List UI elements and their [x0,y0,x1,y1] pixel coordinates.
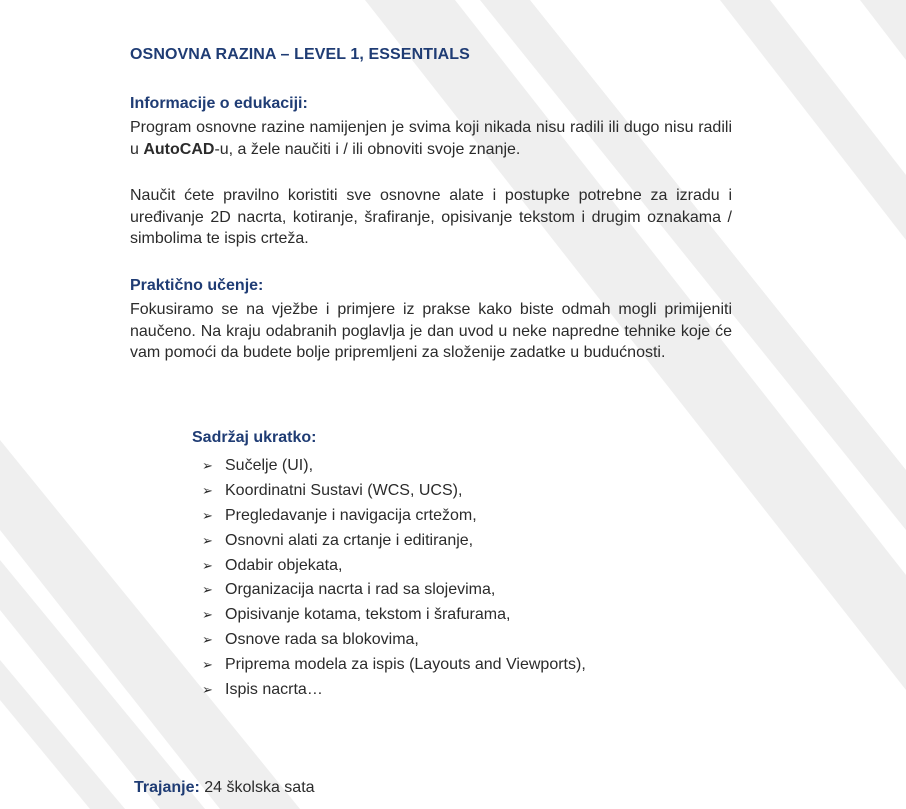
list-item-label: Organizacija nacrta i rad sa slojevima, [225,581,496,599]
list-item [202,578,586,603]
arrow-bullet-icon: ➢ [202,532,213,548]
info-paragraph-1-start: Program osnovne razine namijenjen je svima koji nikada nisu radili ili dugo nisu radili u [130,119,732,158]
arrow-bullet-icon: ➢ [202,632,213,648]
list-item-label: Odabir objekata, [225,556,343,574]
list-item [202,678,586,703]
list-item [202,454,586,479]
list-item-label: Koordinatni Sustavi (WCS, UCS), [225,481,463,499]
info-paragraph-2: Naučit ćete pravilno koristiti sve osnovne alate i postupke potrebne za izradu i uređivanje 2D nacrta, kotiranje, šrafiranje, opisivanje tekstom i drugim oznakama / simbolima te ispis crteža. [130,187,732,247]
list-item [202,603,586,628]
duration-value: 24 školska sata [199,779,315,796]
list-item-label: Sučelje (UI), [225,457,314,474]
duration-label: Trajanje: [134,779,200,796]
list-item-label: Pregledavanje i navigacija crtežom, [225,506,477,524]
info-heading: Informacije o edukaciji: [130,95,308,112]
arrow-bullet-icon: ➢ [202,557,213,573]
arrow-bullet-icon: ➢ [202,582,213,598]
list-item [202,479,586,504]
arrow-bullet-icon: ➢ [202,507,213,523]
arrow-bullet-icon: ➢ [202,607,213,623]
arrow-bullet-icon: ➢ [202,682,213,698]
list-item-label: Opisivanje kotama, tekstom i šrafurama, [225,606,511,624]
list-item-label: Osnove rada sa blokovima, [225,631,419,649]
list-item-label: Ispis nacrta… [225,681,323,699]
list-item [202,529,586,554]
info-paragraph-1 [130,117,732,160]
practical-heading: Praktično učenje: [130,277,264,294]
document-title: OSNOVNA RAZINA – LEVEL 1, ESSENTIALS [130,46,470,63]
list-item [202,554,586,579]
arrow-bullet-icon: ➢ [202,657,213,673]
summary-heading: Sadržaj ukratko: [192,429,317,446]
list-item-label: Priprema modela za ispis (Layouts and Viewports), [225,656,586,674]
list-item [202,504,586,529]
autocad-term: AutoCAD [143,140,215,158]
list-item [202,653,586,678]
list-item [202,628,586,653]
arrow-bullet-icon: ➢ [202,458,213,473]
summary-list [202,454,586,703]
info-paragraph-1-end: -u, a žele naučiti i / ili obnoviti svoje znanje. [214,140,521,158]
arrow-bullet-icon: ➢ [202,482,213,498]
practical-paragraph: Fokusiramo se na vježbe i primjere iz prakse kako biste odmah mogli primijeniti naučeno. Na kraju odabranih poglavlja je dan uvod u neke napredne tehnike koje će vam pomoći da budete bolje pripremljeni za složenije zadatke u budućnosti. [130,301,732,361]
duration [134,779,315,797]
list-item-label: Osnovni alati za crtanje i editiranje, [225,531,474,549]
